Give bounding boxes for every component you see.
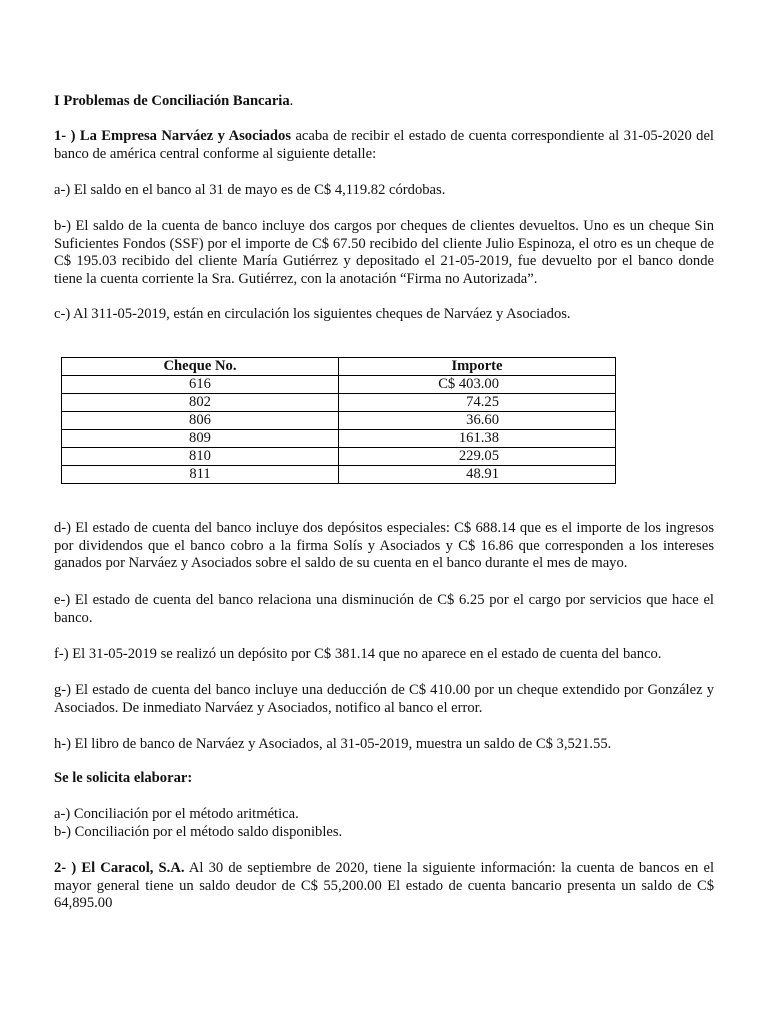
item-d: d-) El estado de cuenta del banco incluye dos depósitos especiales: C$ 688.14 que es el importe de los ingresos por dividendos que el banco cobro a la firma Solís y Asociados y C$ 16.86 que corresponden a los intereses ganados por Narváez y Asociados sobre el saldo de su cuenta en el banco durante el mes de mayo. [54, 520, 714, 572]
cheques-table [61, 357, 616, 484]
cheque-number: 809 [62, 430, 339, 448]
table-row [62, 430, 616, 448]
document-heading [54, 93, 714, 111]
problem-2-number: 2- ) [54, 860, 77, 876]
problem-1-text: acaba de recibir el estado de cuenta correspondiente al 31-05-2020 del banco de américa central conforme al siguiente detalle: [54, 128, 714, 162]
item-h: h-) El libro de banco de Narváez y Asociados, al 31-05-2019, muestra un saldo de C$ 3,521.55. [54, 736, 612, 752]
item-c: c-) Al 311-05-2019, están en circulación los siguientes cheques de Narváez y Asociados. [54, 306, 571, 322]
cheque-amount: C$ 403.00 [339, 376, 616, 394]
cheque-amount: 161.38 [339, 430, 616, 448]
cheque-number: 806 [62, 412, 339, 430]
problem-1-company: La Empresa Narváez y Asociados [79, 128, 292, 144]
cheque-number: 810 [62, 448, 339, 466]
column-header-importe: Importe [339, 358, 616, 376]
table-row [62, 394, 616, 412]
item-f: f-) El 31-05-2019 se realizó un depósito por C$ 381.14 que no aparece en el estado de cuenta del banco. [54, 646, 662, 662]
item-e: e-) El estado de cuenta del banco relaciona una disminución de C$ 6.25 por el cargo por servicios que hace el banco. [54, 592, 714, 626]
request-b: b-) Conciliación por el método saldo disponibles. [54, 824, 343, 840]
cheque-amount: 74.25 [339, 394, 616, 412]
cheque-number: 802 [62, 394, 339, 412]
request-heading [54, 770, 714, 788]
cheque-amount: 36.60 [339, 412, 616, 430]
item-b: b-) El saldo de la cuenta de banco incluye dos cargos por cheques de clientes devueltos. Uno es un cheque Sin Suficientes Fondos (SSF) por el importe de C$ 67.50 recibido del cliente Julio Espinoza, el otro es un cheque de C$ 195.03 recibido del cliente María Gutiérrez y depositado el 21-05-2019, fue devuelto por el banco donde tiene la cuenta corriente la Sra. Gutiérrez, con la anotación “Firma no Autorizada”. [54, 218, 714, 287]
table-header-row [62, 358, 616, 376]
cheque-amount: 48.91 [339, 466, 616, 484]
problem-2-company: El Caracol, S.A. [81, 860, 185, 876]
table-row [62, 448, 616, 466]
item-g: g-) El estado de cuenta del banco incluye una deducción de C$ 410.00 por un cheque extendido por González y Asociados. De inmediato Narváez y Asociados, notifico al banco el error. [54, 682, 714, 716]
heading-period: . [289, 93, 294, 109]
problem-1-intro [54, 128, 714, 163]
request-a: a-) Conciliación por el método aritmética. [54, 806, 299, 822]
cheque-amount: 229.05 [339, 448, 616, 466]
problem-1-number: 1- ) [54, 128, 76, 144]
heading-text: I Problemas de Conciliación Bancaria [54, 93, 290, 109]
column-header-cheque-no: Cheque No. [62, 358, 339, 376]
table-row [62, 466, 616, 484]
problem-2-text: Al 30 de septiembre de 2020, tiene la siguiente información: la cuenta de bancos en el mayor general tiene un saldo deudor de C$ 55,200.00 El estado de cuenta bancario presenta un saldo de C$ 64,895.00 [54, 860, 714, 912]
table-row [62, 376, 616, 394]
problem-2-intro [54, 860, 714, 913]
item-a: a-) El saldo en el banco al 31 de mayo es de C$ 4,119.82 córdobas. [54, 182, 446, 198]
cheque-number: 811 [62, 466, 339, 484]
table-row [62, 412, 616, 430]
cheque-number: 616 [62, 376, 339, 394]
request-heading-text: Se le solicita elaborar: [54, 770, 193, 786]
